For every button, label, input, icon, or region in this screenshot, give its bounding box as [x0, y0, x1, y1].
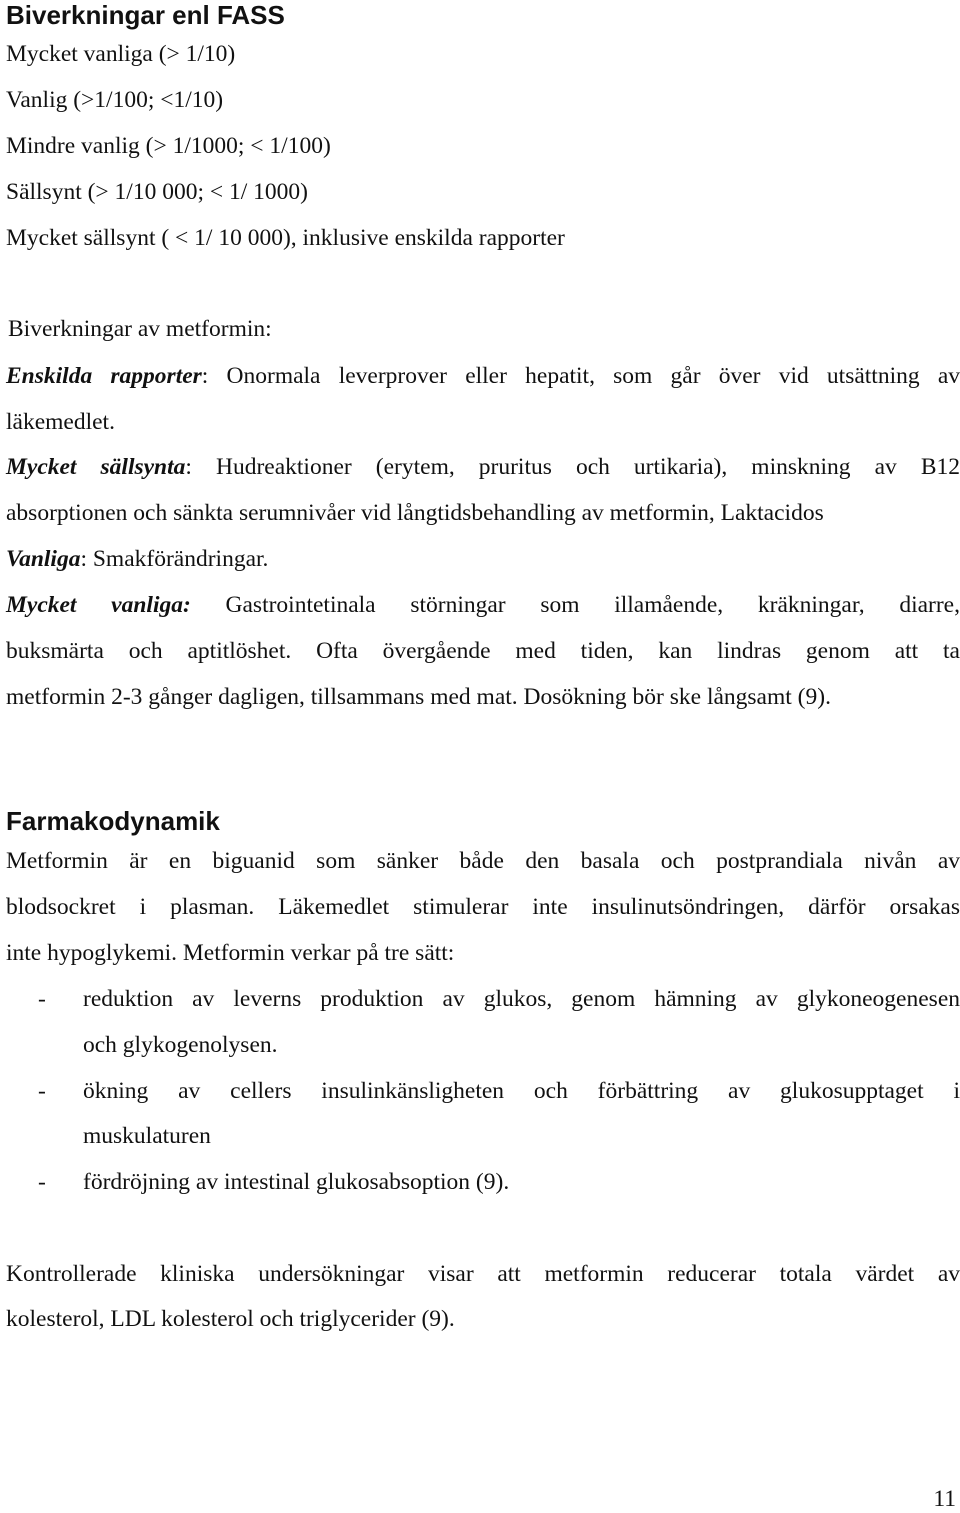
paragraph-line: blodsockret i plasman. Läkemedlet stimulerar inte insulinutsöndringen, därför orsakas [6, 894, 960, 920]
bullet-text-continuation: muskulaturen [83, 1123, 211, 1149]
paragraph-line: kolesterol, LDL kolesterol och triglycerider (9). [6, 1306, 455, 1332]
frequency-line: Mindre vanlig (> 1/1000; < 1/100) [6, 133, 331, 159]
enskilda-continuation: läkemedlet. [6, 409, 115, 435]
paragraph-line: Metformin är en biguanid som sänker både den basala och postprandiala nivån av [6, 848, 960, 874]
mycket-vanliga-label: Mycket vanliga: [6, 592, 191, 618]
paragraph-line: inte hypoglykemi. Metformin verkar på tre sätt: [6, 940, 455, 966]
vanliga-text: : Smakförändringar. [80, 546, 269, 572]
page-number: 11 [933, 1486, 956, 1512]
paragraph-line: Kontrollerade kliniska undersökningar visar att metformin reducerar totala värdet av [6, 1261, 960, 1287]
bullet-marker: - [38, 1169, 46, 1195]
metformin-side-effects-heading: Biverkningar av metformin: [8, 316, 272, 342]
mycket-vanliga-continuation: buksmärta och aptitlöshet. Ofta övergående med tiden, kan lindras genom att ta [6, 638, 960, 664]
sallsynta-line [6, 453, 960, 481]
section-title-biverkningar: Biverkningar enl FASS [6, 0, 285, 30]
bullet-text: fördröjning av intestinal glukosabsoption (9). [83, 1169, 510, 1195]
bullet-text: ökning av cellers insulinkänsligheten och förbättring av glukosupptaget i [83, 1078, 960, 1104]
frequency-line: Vanlig (>1/100; <1/10) [6, 87, 224, 113]
frequency-line: Sällsynt (> 1/10 000; < 1/ 1000) [6, 179, 308, 205]
section-title-farmakodynamik: Farmakodynamik [6, 806, 220, 836]
enskilda-label: Enskilda rapporter [6, 363, 202, 389]
sallsynta-text: : Hudreaktioner (erytem, pruritus och urtikaria), minskning av B12 [185, 454, 960, 480]
frequency-line: Mycket sällsynt ( < 1/ 10 000), inklusive enskilda rapporter [6, 225, 565, 251]
mycket-vanliga-line [6, 591, 960, 619]
bullet-marker: - [38, 986, 46, 1012]
enskilda-rapporter-line [6, 362, 960, 390]
bullet-text: reduktion av leverns produktion av glukos, genom hämning av glykoneogenesen [83, 986, 960, 1012]
frequency-line: Mycket vanliga (> 1/10) [6, 41, 236, 67]
mycket-vanliga-continuation: metformin 2-3 gånger dagligen, tillsammans med mat. Dosökning bör ske långsamt (9). [6, 684, 831, 710]
bullet-marker: - [38, 1078, 46, 1104]
mycket-vanliga-text: Gastrointetinala störningar som illamående, kräkningar, diarre, [190, 592, 960, 618]
bullet-text-continuation: och glykogenolysen. [83, 1032, 278, 1058]
sallsynta-label: Mycket sällsynta [6, 454, 186, 480]
sallsynta-continuation: absorptionen och sänkta serumnivåer vid långtidsbehandling av metformin, Laktacidos [6, 500, 824, 526]
enskilda-text: : Onormala leverprover eller hepatit, som går över vid utsättning av [201, 363, 960, 389]
vanliga-label: Vanliga [6, 546, 81, 572]
vanliga-line [6, 545, 268, 573]
